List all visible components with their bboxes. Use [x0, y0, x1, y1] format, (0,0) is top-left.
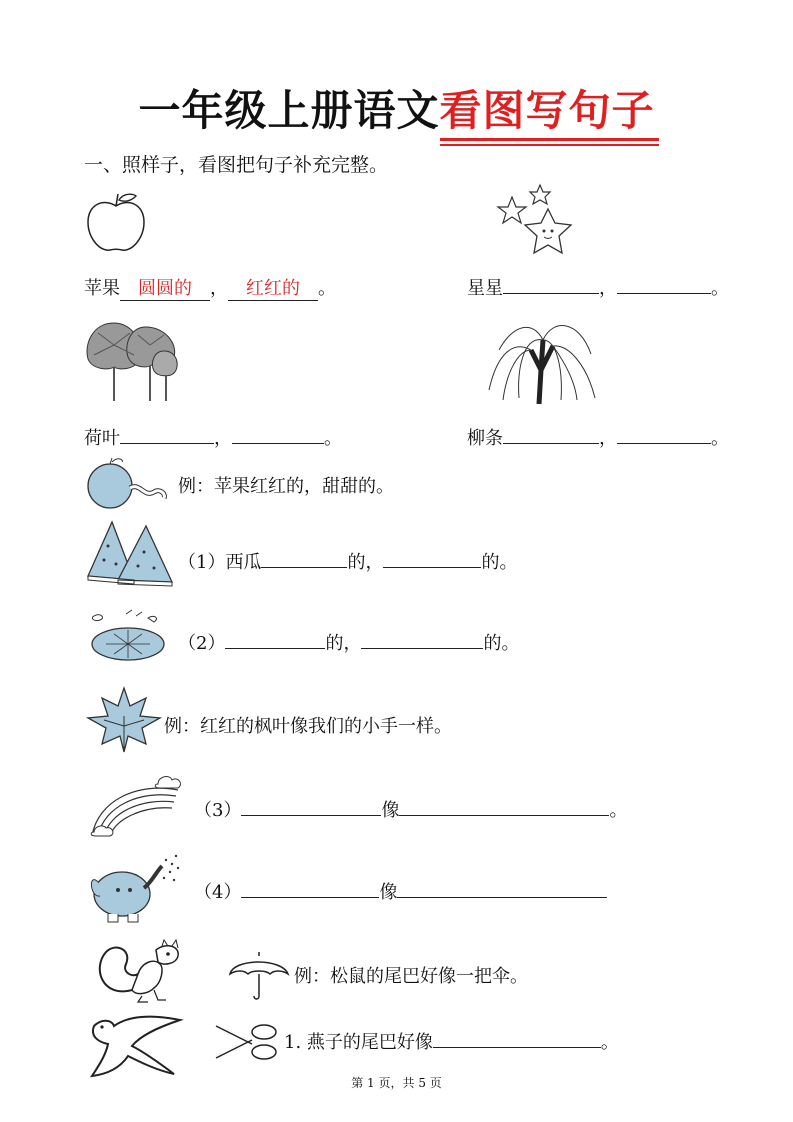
willow-sentence: 柳条 ， 。	[467, 424, 729, 450]
title-red: 看图写句子	[439, 86, 655, 135]
rainbow-icon	[88, 770, 184, 842]
lotus-pond-icon	[86, 608, 172, 668]
elephant-icon	[86, 852, 186, 924]
lotus-blank-2[interactable]	[232, 425, 324, 444]
q3-blank-1[interactable]	[241, 797, 381, 816]
example-3: 例：松鼠的尾巴好像一把伞。	[294, 966, 528, 987]
q1-blank-2[interactable]	[383, 549, 481, 568]
q2-blank-2[interactable]	[361, 630, 483, 649]
q5-blank[interactable]	[433, 1029, 601, 1048]
page-footer: 第 1 页，共 5 页	[351, 1076, 442, 1090]
squirrel-icon	[92, 938, 192, 1004]
umbrella-icon	[226, 952, 292, 1002]
q3-blank-2[interactable]	[399, 797, 609, 816]
section-heading: 一、照样子，看图把句子补充完整。	[84, 154, 389, 176]
stars-icon	[492, 183, 584, 263]
scissors-icon	[212, 1022, 280, 1062]
maple-leaf-icon	[84, 686, 164, 760]
apple-answer-1[interactable]: 圆圆的	[120, 274, 210, 301]
apple-answer-2[interactable]: 红红的	[228, 274, 318, 301]
title-black: 一年级上册语文	[138, 86, 440, 135]
question-4: （4） 像	[194, 878, 607, 904]
willow-tree-icon	[483, 310, 603, 406]
question-1: （1）西瓜 的， 的。	[178, 548, 517, 574]
lotus-leaf-icon	[84, 315, 184, 403]
star-sentence: 星星 ， 。	[467, 274, 729, 300]
example-1: 例：苹果红红的，甜甜的。	[178, 476, 394, 497]
apple-sentence: 苹果 圆圆的 ， 红红的 。	[84, 274, 336, 301]
lotus-sentence: 荷叶 ， 。	[84, 424, 342, 450]
q2-blank-1[interactable]	[225, 630, 325, 649]
example-2: 例：红红的枫叶像我们的小手一样。	[164, 716, 452, 737]
question-3: （3） 像 。	[194, 796, 627, 822]
apple-worm-icon	[84, 458, 174, 510]
q4-blank-1[interactable]	[241, 879, 379, 898]
question-2: （2） 的， 的。	[178, 629, 519, 655]
q4-blank-2[interactable]	[397, 879, 607, 898]
star-blank-1[interactable]	[503, 275, 599, 294]
page-title	[0, 78, 793, 138]
willow-blank-2[interactable]	[617, 425, 711, 444]
swallow-icon	[84, 1012, 182, 1076]
willow-blank-1[interactable]	[503, 425, 599, 444]
apple-icon	[84, 192, 148, 254]
q1-blank-1[interactable]	[261, 549, 347, 568]
lotus-blank-1[interactable]	[120, 425, 214, 444]
question-5: 1. 燕子的尾巴好像 。	[284, 1028, 619, 1054]
watermelon-icon	[84, 520, 176, 586]
star-blank-2[interactable]	[617, 275, 711, 294]
